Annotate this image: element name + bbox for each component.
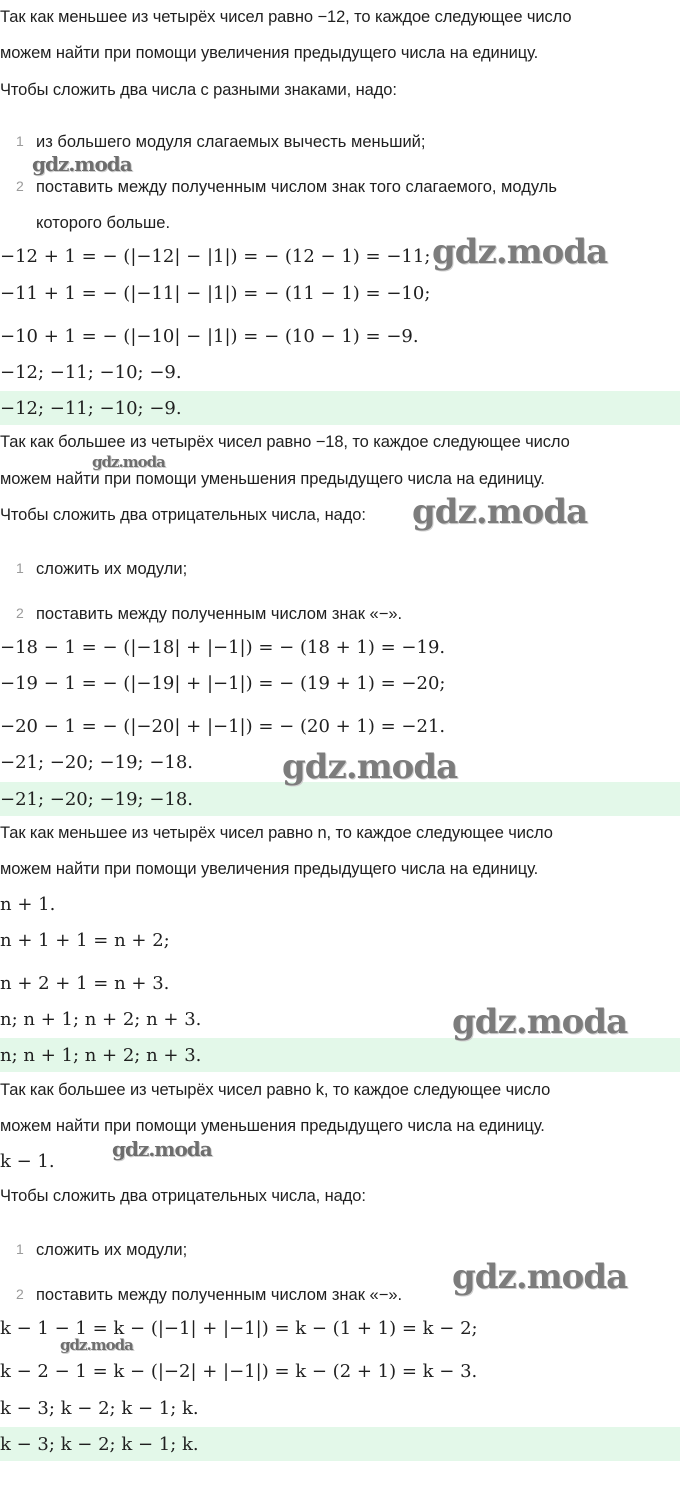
list-text: поставить между полученным числом знак «−». [36, 605, 403, 623]
list-number: 1 [16, 560, 24, 576]
watermark: gdz.moda [452, 1002, 628, 1042]
s3-paragraph-2: можем найти при помощи увеличения предыдущего числа на единицу. [0, 860, 539, 878]
s4-equation-1: k − 1 − 1 = k − (|−1| + |−1|) = k − (1 + 1) = k − 2; [0, 1318, 478, 1339]
s3-answer-band [0, 1038, 680, 1072]
list-text: сложить их модули; [36, 1241, 188, 1259]
watermark: gdz.moda [432, 232, 608, 272]
list-text: поставить между полученным числом знак «−». [36, 1286, 403, 1304]
s2-answer-band [0, 782, 680, 816]
s2-paragraph-1: Так как большее из четырёх чисел равно −18, то каждое следующее число [0, 433, 570, 451]
s4-paragraph-3: Чтобы сложить два отрицательных числа, надо: [0, 1187, 366, 1205]
list-text: которого больше. [36, 214, 171, 232]
watermark: gdz.moda [92, 453, 165, 471]
s3-answer: n; n + 1; n + 2; n + 3. [0, 1045, 202, 1066]
s4-sequence: k − 3; k − 2; k − 1; k. [0, 1398, 199, 1419]
watermark: gdz.moda [60, 1336, 133, 1354]
list-text: из большего модуля слагаемых вычесть меньший; [36, 133, 426, 151]
s1-paragraph-1: Так как меньшее из четырёх чисел равно −12, то каждое следующее число [0, 8, 572, 26]
s2-answer: −21; −20; −19; −18. [0, 789, 194, 810]
s4-first-number: k − 1. [0, 1151, 55, 1172]
s3-equation-3: n + 2 + 1 = n + 3. [0, 973, 170, 994]
s4-answer: k − 3; k − 2; k − 1; k. [0, 1434, 199, 1455]
s1-equation-1: −12 + 1 = − (|−12| − |1|) = − (12 − 1) = −11; [0, 246, 431, 267]
s2-paragraph-3: Чтобы сложить два отрицательных числа, надо: [0, 506, 366, 524]
watermark: gdz.moda [32, 152, 132, 176]
s1-answer: −12; −11; −10; −9. [0, 398, 182, 419]
s4-paragraph-1: Так как большее из четырёх чисел равно k, то каждое следующее число [0, 1081, 551, 1099]
s4-paragraph-2: можем найти при помощи уменьшения предыдущего числа на единицу. [0, 1117, 545, 1135]
s1-sequence: −12; −11; −10; −9. [0, 362, 182, 383]
list-number: 2 [16, 1286, 24, 1302]
s4-equation-2: k − 2 − 1 = k − (|−2| + |−1|) = k − (2 + 1) = k − 3. [0, 1361, 478, 1382]
list-number: 2 [16, 605, 24, 621]
s2-paragraph-2: можем найти при помощи уменьшения предыдущего числа на единицу. [0, 470, 545, 488]
s1-answer-band [0, 391, 680, 425]
s1-equation-2: −11 + 1 = − (|−11| − |1|) = − (11 − 1) = −10; [0, 283, 431, 304]
s1-paragraph-2: можем найти при помощи увеличения предыдущего числа на единицу. [0, 44, 539, 62]
s2-equation-3: −20 − 1 = − (|−20| + |−1|) = − (20 + 1) = −21. [0, 716, 446, 737]
list-number: 1 [16, 133, 24, 149]
s1-paragraph-3: Чтобы сложить два числа с разными знаками, надо: [0, 81, 397, 99]
s3-equation-2: n + 1 + 1 = n + 2; [0, 930, 170, 951]
list-text: поставить между полученным числом знак того слагаемого, модуль [36, 178, 557, 196]
watermark: gdz.moda [412, 492, 588, 532]
list-number: 1 [16, 1241, 24, 1257]
s1-equation-3: −10 + 1 = − (|−10| − |1|) = − (10 − 1) = −9. [0, 326, 419, 347]
s3-equation-1: n + 1. [0, 894, 56, 915]
s4-answer-band [0, 1427, 680, 1461]
s2-sequence: −21; −20; −19; −18. [0, 752, 194, 773]
list-text: сложить их модули; [36, 560, 188, 578]
s3-paragraph-1: Так как меньшее из четырёх чисел равно n, то каждое следующее число [0, 824, 553, 842]
s2-equation-1: −18 − 1 = − (|−18| + |−1|) = − (18 + 1) = −19. [0, 637, 446, 658]
watermark: gdz.moda [282, 747, 458, 787]
watermark: gdz.moda [112, 1137, 212, 1161]
watermark: gdz.moda [452, 1257, 628, 1297]
list-number: 2 [16, 178, 24, 194]
s2-equation-2: −19 − 1 = − (|−19| + |−1|) = − (19 + 1) = −20; [0, 673, 446, 694]
s3-sequence: n; n + 1; n + 2; n + 3. [0, 1009, 202, 1030]
